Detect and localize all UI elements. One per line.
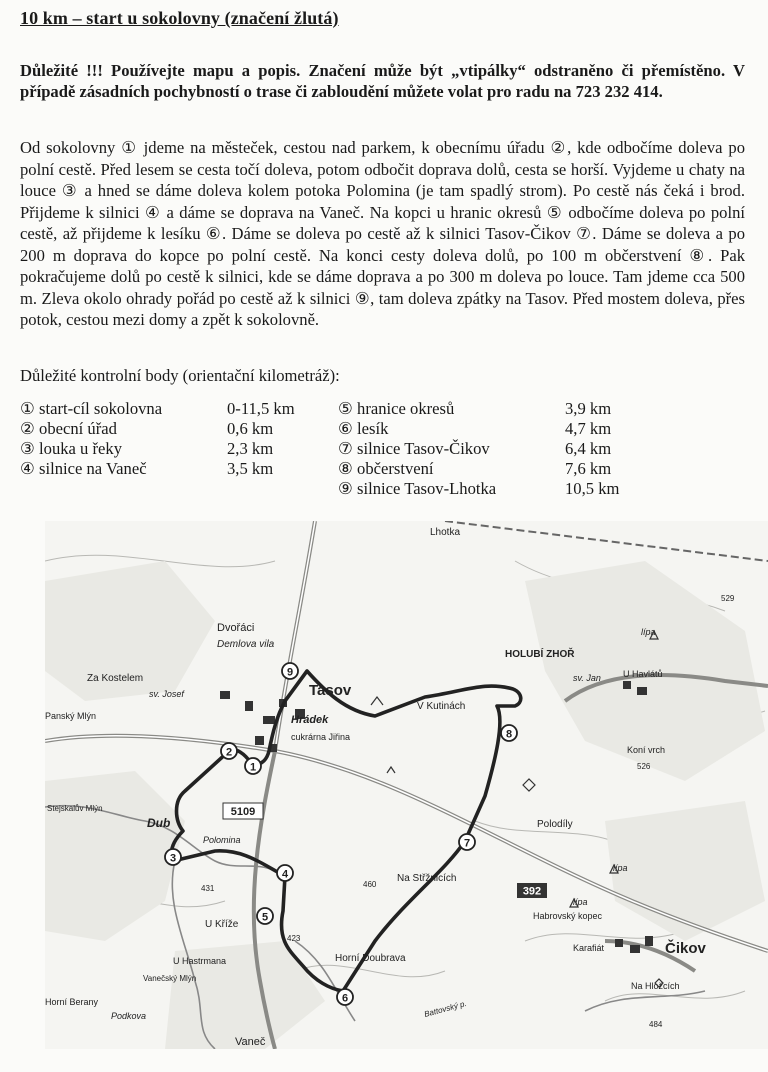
warning-paragraph: Důležité !!! Používejte mapu a popis. Značení může být „vtipálky“ odstraněno či přemístěno. V případě zásadních pochybností o trase či zabloudění můžete volat pro radu na 723 232 414.: [20, 61, 745, 101]
place-label-cukrarna: cukrárna Jiřina: [291, 732, 351, 742]
route-marker-5: [257, 908, 273, 924]
elevation-label: 529: [721, 594, 735, 603]
svg-text:1: 1: [249, 761, 257, 774]
checkpoint-mark: ④: [20, 459, 35, 478]
place-label-podkova: Podkova: [111, 1011, 147, 1021]
forest-icon: [387, 767, 395, 773]
checkpoint-mark: ②: [20, 419, 35, 438]
elevation-label: 460: [363, 880, 377, 889]
place-label-lipa-2: lípa: [613, 863, 628, 873]
place-label-koni-vrch: Koní vrch: [627, 745, 666, 755]
checkpoints-heading: Důležité kontrolní body (orientační kilometráž):: [20, 366, 340, 385]
place-label-karafiat: Karafiát: [573, 943, 605, 953]
checkpoint-km: 7,6 km: [565, 459, 612, 478]
place-label-horni-doubrava: Horní Doubrava: [335, 953, 406, 964]
checkpoint-km: 3,9 km: [565, 399, 612, 418]
checkpoint-km: 0,6 km: [227, 419, 274, 438]
page-title: 10 km – start u sokolovny (značení žlutá): [20, 8, 339, 28]
checkpoint-mark: ⑦: [338, 439, 353, 458]
place-label-habrovsky-kopec: Habrovský kopec: [533, 911, 603, 921]
checkpoint-name: silnice Tasov-Lhotka: [357, 479, 497, 498]
place-label-na-strznicich: Na Střžnicích: [397, 873, 457, 884]
svg-text:8: 8: [505, 728, 513, 741]
place-label-stejskaluv-mlyn: Stejskalův Mlýn: [47, 804, 103, 813]
place-label-za-kostelem: Za Kostelem: [87, 673, 144, 684]
checkpoints-right-column: [338, 399, 619, 499]
svg-text:6: 6: [341, 992, 349, 1005]
checkpoint-km: 4,7 km: [565, 419, 612, 438]
checkpoint-row: [338, 419, 619, 439]
place-label-u-hastrmana: U Hastrmana: [173, 956, 227, 966]
place-label-v-kutinach: V Kutinách: [417, 701, 466, 712]
route-marker-1: [245, 758, 261, 774]
place-label-tasov: Tasov: [309, 682, 352, 699]
checkpoint-row: [20, 439, 295, 459]
map-canvas: [45, 521, 768, 1049]
place-label-hradek: Hrádek: [291, 714, 329, 726]
checkpoint-row: [338, 459, 619, 479]
checkpoint-mark: ⑤: [338, 399, 353, 418]
checkpoint-km: 2,3 km: [227, 439, 274, 458]
checkpoint-name: start-cíl sokolovna: [39, 399, 163, 418]
checkpoint-name: lesík: [357, 419, 389, 438]
viewpoint-icon: [523, 779, 535, 791]
checkpoint-row: [338, 479, 619, 499]
svg-text:5: 5: [261, 911, 269, 924]
route-marker-9: [282, 663, 298, 679]
place-label-cikov: Čikov: [665, 940, 706, 957]
place-label-lhotka: Lhotka: [430, 527, 461, 538]
route-map: [45, 521, 768, 1049]
route-marker-8: [501, 725, 517, 741]
checkpoint-row: [338, 399, 619, 419]
svg-text:7: 7: [463, 837, 471, 850]
checkpoint-km: 0-11,5 km: [227, 399, 295, 418]
place-label-lipa-1: lípa: [641, 627, 656, 637]
forest-icon: [371, 697, 383, 705]
checkpoint-mark: ①: [20, 399, 35, 418]
checkpoint-km: 6,4 km: [565, 439, 612, 458]
svg-text:2: 2: [225, 746, 233, 759]
road-number-392: [517, 883, 547, 898]
checkpoint-name: silnice Tasov-Čikov: [357, 439, 490, 458]
svg-text:4: 4: [281, 868, 289, 881]
place-label-battovsky-p: Battovský p.: [423, 998, 468, 1019]
route-marker-7: [459, 834, 475, 850]
checkpoint-name: silnice na Vaneč: [39, 459, 147, 478]
elevation-label: 526: [637, 762, 651, 771]
svg-text:5109: 5109: [230, 806, 256, 818]
checkpoint-name: občerstvení: [357, 459, 434, 478]
hiking-route: [171, 671, 520, 991]
route-marker-3: [165, 849, 181, 865]
place-label-vanec: Vaneč: [235, 1036, 266, 1048]
checkpoint-mark: ⑥: [338, 419, 353, 438]
place-label-pansky-mlyn: Panský Mlýn: [45, 711, 97, 721]
route-description: Od sokolovny ① jdeme na městeček, cestou nad parkem, k obecnímu úřadu ②, kde odbočíme doleva po polní cestě. Před lesem se cesta točí doleva, potom odbočit doprava dolů, cesta se horší. Vyjdeme u chaty na louce ③ a hned se dáme doleva kolem potoka Polomina (je tam spadlý strom). Po cestě nás čeká i brod. Přijdeme k silnici ④ a dáme se doprava na Vaneč. Na kopci u hranic okresů ⑤ odbočíme doleva po polní cestě, až přijdeme k lesíku ⑥. Dáme se doleva po cestě až k silnici Tasov-Čikov ⑦. Dáme se doleva a po 200 m doprava do kopce po polní cestě. Na konci cesty doleva dolů, po 100 m občerstvení ⑧. Pak pokračujeme dolů po cestě k silnici, kde se dáme doprava a po 300 m doleva po louce. Tam jdeme cca 500 m. Zleva okolo ohrady pořád po cestě až k silnici ⑨, tam doleva zpátky na Tasov. Před mostem doleva, přes potok, cestou mezi domy a zpět k sokolovně.: [20, 138, 745, 329]
place-label-vanecsky-mlyn: Vanečský Mlýn: [143, 974, 197, 983]
checkpoint-mark: ③: [20, 439, 35, 458]
place-label-dub: Dub: [147, 816, 171, 830]
place-label-holubi-zhor: HOLUBÍ ZHOŘ: [505, 649, 575, 660]
checkpoint-km: 10,5 km: [565, 479, 620, 498]
place-label-lipa-3: lípa: [573, 897, 588, 907]
checkpoints-left-column: [20, 399, 295, 479]
route-marker-6: [337, 989, 353, 1005]
place-label-polodily: Polodíly: [537, 819, 573, 830]
map-railway: [445, 521, 768, 561]
checkpoint-mark: ⑧: [338, 459, 353, 478]
checkpoint-km: 3,5 km: [227, 459, 274, 478]
road-number-5109: [223, 803, 263, 819]
place-label-horni-berany: Horní Berany: [45, 997, 99, 1007]
route-marker-2: [221, 743, 237, 759]
place-label-sv-jan: sv. Jan: [573, 673, 601, 683]
checkpoint-mark: ⑨: [338, 479, 353, 498]
checkpoint-row: [20, 419, 295, 439]
place-label-na-hlozcich: Na Hložcích: [631, 981, 680, 991]
svg-text:3: 3: [169, 852, 177, 865]
place-label-u-havlatu: U Havlátů: [623, 669, 663, 679]
place-label-sv-josef: sv. Josef: [149, 689, 184, 699]
checkpoint-name: hranice okresů: [357, 399, 455, 418]
elevation-label: 484: [649, 1020, 663, 1029]
place-label-u-krize: U Kříže: [205, 919, 239, 930]
checkpoint-row: [20, 459, 295, 479]
checkpoint-row: [338, 439, 619, 459]
elevation-label: 431: [201, 884, 215, 893]
checkpoint-row: [20, 399, 295, 419]
route-marker-4: [277, 865, 293, 881]
elevation-label: 423: [287, 934, 301, 943]
svg-text:9: 9: [286, 666, 294, 679]
checkpoint-name: obecní úřad: [39, 419, 117, 438]
checkpoint-name: louka u řeky: [39, 439, 122, 458]
svg-text:392: 392: [522, 885, 542, 898]
place-label-polomina: Polomina: [203, 835, 241, 845]
place-label-demlova-vila: Demlova vila: [217, 639, 275, 650]
place-label-dvoraci: Dvořáci: [217, 622, 255, 634]
